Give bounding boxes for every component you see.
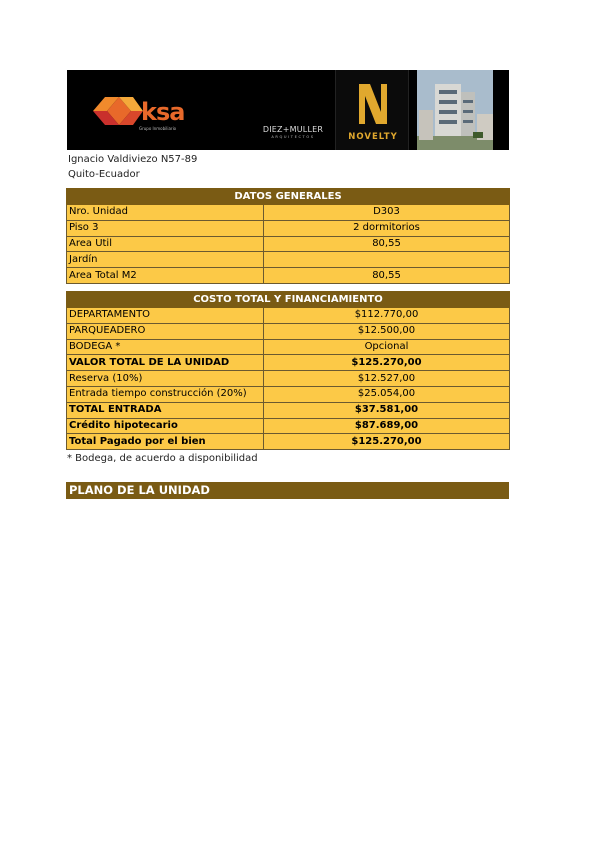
table-row	[67, 252, 510, 268]
row-value: D303	[264, 205, 510, 221]
row-label: Total Pagado por el bien	[67, 434, 264, 450]
table-row	[67, 220, 510, 236]
row-label: Piso 3	[67, 220, 264, 236]
row-label: BODEGA *	[67, 339, 264, 355]
row-value: $12.527,00	[264, 371, 510, 387]
row-label: Reserva (10%)	[67, 371, 264, 387]
row-label: DEPARTAMENTO	[67, 308, 264, 324]
architect-name: DIEZ+MULLER	[262, 125, 324, 134]
architect-logo	[253, 125, 333, 139]
table-row	[67, 308, 510, 324]
row-label: Jardín	[67, 252, 264, 268]
row-value	[264, 252, 510, 268]
table-row	[67, 355, 510, 371]
datos-generales-table	[66, 188, 510, 284]
row-value: $25.054,00	[264, 386, 510, 402]
row-value: $37.581,00	[264, 402, 510, 418]
novelty-n-icon	[356, 82, 390, 126]
table-row	[67, 323, 510, 339]
novelty-logo	[335, 70, 409, 150]
table-row	[67, 434, 510, 450]
plano-section-title: PLANO DE LA UNIDAD	[66, 482, 509, 499]
row-value: $125.270,00	[264, 434, 510, 450]
row-label: TOTAL ENTRADA	[67, 402, 264, 418]
row-label: Crédito hipotecario	[67, 418, 264, 434]
table-row	[67, 236, 510, 252]
row-value: 2 dormitorios	[264, 220, 510, 236]
ksa-logo	[91, 88, 201, 134]
row-label: VALOR TOTAL DE LA UNIDAD	[67, 355, 264, 371]
address-line-2: Quito-Ecuador	[68, 169, 140, 180]
table-row	[67, 205, 510, 221]
table-row	[67, 339, 510, 355]
table-row	[67, 386, 510, 402]
row-value: $112.770,00	[264, 308, 510, 324]
costo-title: COSTO TOTAL Y FINANCIAMIENTO	[67, 292, 510, 308]
architect-subtitle: ARQUITECTOS	[271, 135, 315, 139]
datos-generales-title: DATOS GENERALES	[67, 189, 510, 205]
table-row	[67, 268, 510, 284]
header-banner	[67, 70, 509, 150]
row-value: $12.500,00	[264, 323, 510, 339]
row-value: Opcional	[264, 339, 510, 355]
table-row	[67, 371, 510, 387]
building-image	[417, 70, 493, 150]
ksa-logo-text: ksa	[141, 98, 185, 126]
bodega-note: * Bodega, de acuerdo a disponibilidad	[67, 453, 258, 464]
row-value: $87.689,00	[264, 418, 510, 434]
project-name: NOVELTY	[348, 132, 398, 142]
row-value: 80,55	[264, 236, 510, 252]
ksa-logo-subtitle: Grupo Inmobiliario	[139, 126, 177, 131]
building-photo	[417, 70, 493, 150]
row-value: 80,55	[264, 268, 510, 284]
costo-table	[66, 291, 510, 450]
row-label: Area Util	[67, 236, 264, 252]
table-row	[67, 418, 510, 434]
row-label: PARQUEADERO	[67, 323, 264, 339]
table-row	[67, 402, 510, 418]
row-label: Nro. Unidad	[67, 205, 264, 221]
ksa-logo-icon	[91, 88, 143, 134]
row-label: Area Total M2	[67, 268, 264, 284]
address-line-1: Ignacio Valdiviezo N57-89	[68, 154, 198, 165]
row-value: $125.270,00	[264, 355, 510, 371]
row-label: Entrada tiempo construcción (20%)	[67, 386, 264, 402]
